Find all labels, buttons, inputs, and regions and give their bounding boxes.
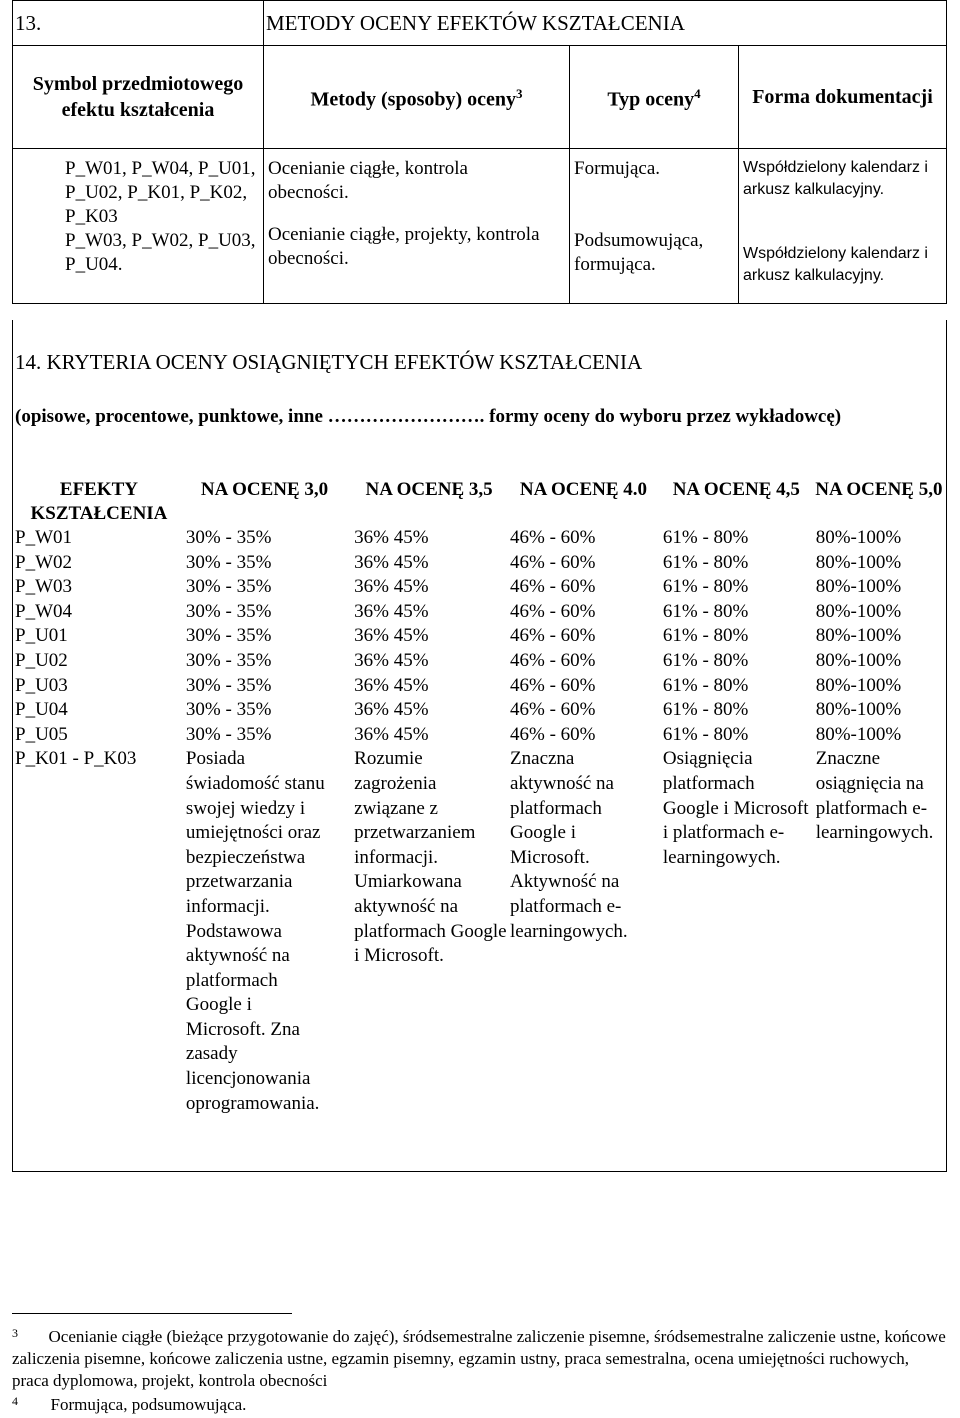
criteria-row xyxy=(15,551,945,576)
criteria-range: 61% - 80% xyxy=(662,551,749,573)
criteria-row xyxy=(15,723,945,748)
criteria-range: 80%-100% xyxy=(815,699,902,721)
criteria-range: 36% 45% xyxy=(354,551,429,573)
criteria-range: 30% - 35% xyxy=(185,600,272,622)
k-criteria-row xyxy=(15,747,945,1116)
k-grade-4-0: Znaczna aktywność na platformach Google i Microsoft. Aktywność na platformach e-learningowych. xyxy=(510,748,628,942)
footnote-3 xyxy=(12,1326,947,1392)
footnote-4-text: Formująca, podsumowująca. xyxy=(50,1395,247,1414)
criteria-range: 36% 45% xyxy=(354,625,429,647)
footnote-4 xyxy=(12,1394,246,1416)
grading-criteria-table xyxy=(15,478,945,1116)
criteria-range: 80%-100% xyxy=(815,576,902,598)
criteria-range: 36% 45% xyxy=(354,674,429,696)
criteria-range: 30% - 35% xyxy=(185,551,272,573)
header-methods: Metody (sposoby) oceny$^3$ xyxy=(264,46,570,149)
criteria-range: 80%-100% xyxy=(815,527,902,548)
criteria-range: 61% - 80% xyxy=(662,576,749,598)
criteria-range: 80%-100% xyxy=(815,600,902,622)
criteria-range: 80%-100% xyxy=(815,625,902,647)
type-row-1: Formująca. xyxy=(574,158,661,179)
grading-criteria-section xyxy=(12,320,947,1172)
footnote-3-text: Ocenianie ciągłe (bieżące przygotowanie do zajęć), śródsemestralne zaliczenie pisemne, śródsemestralne zaliczenie ustne, końcowe zaliczenia pisemne, końcowe zaliczenia ustne, egzamin pisemny, egzamin ustny, praca semestralna, ocena umiejętności ruchowych, praca dyplomowa, projekt, kontrola obecności xyxy=(12,1327,946,1390)
criteria-range: 80%-100% xyxy=(815,649,902,671)
criteria-range: 36% 45% xyxy=(354,723,429,745)
criteria-effect-label: P_W03 xyxy=(15,576,72,598)
criteria-effect-label: P_U05 xyxy=(15,723,68,745)
k-effect-label: P_K01 - P_K03 xyxy=(15,748,137,770)
symbol-row-1: P_W01, P_W04, P_U01, P_U02, P_K01, P_K02, P_K03 xyxy=(65,158,256,227)
criteria-range: 80%-100% xyxy=(815,551,902,573)
criteria-row xyxy=(15,698,945,723)
criteria-range: 30% - 35% xyxy=(185,625,272,647)
criteria-range: 46% - 60% xyxy=(510,576,596,598)
criteria-range: 36% 45% xyxy=(354,600,429,622)
criteria-range: 61% - 80% xyxy=(662,699,749,721)
criteria-range: 30% - 35% xyxy=(185,674,272,696)
section14-title: 14. KRYTERIA OCENY OSIĄGNIĘTYCH EFEKTÓW KSZTAŁCENIA xyxy=(15,350,643,374)
criteria-range: 36% 45% xyxy=(354,649,429,671)
header-grade-3-5: NA OCENĘ 3,5 xyxy=(365,479,493,500)
header-symbol: Symbol przedmiotowego efektu kształcenia xyxy=(13,46,264,149)
k-grade-5-0: Znaczne osiągnięcia na platformach e-learningowych. xyxy=(815,748,934,844)
method-cell xyxy=(264,149,570,304)
criteria-range: 46% - 60% xyxy=(510,723,596,745)
criteria-range: 61% - 80% xyxy=(662,600,749,622)
criteria-range: 46% - 60% xyxy=(510,527,596,548)
criteria-range: 46% - 60% xyxy=(510,625,596,647)
criteria-effect-label: P_U04 xyxy=(15,699,68,721)
symbol-row-2: P_W03, P_W02, P_U03, P_U04. xyxy=(65,230,256,275)
criteria-range: 61% - 80% xyxy=(662,649,749,671)
header-type: Typ oceny$^4$ xyxy=(570,46,739,149)
criteria-range: 36% 45% xyxy=(354,699,429,721)
type-cell xyxy=(570,149,739,304)
criteria-range: 46% - 60% xyxy=(510,649,596,671)
criteria-range: 80%-100% xyxy=(815,723,902,745)
criteria-range: 36% 45% xyxy=(354,527,429,548)
criteria-effect-label: P_W04 xyxy=(15,600,72,622)
criteria-range: 46% - 60% xyxy=(510,699,596,721)
criteria-effect-label: P_U02 xyxy=(15,649,68,671)
section14-description: (opisowe, procentowe, punktowe, inne ……………………. formy oceny do wyboru przez wykładowcę) xyxy=(15,406,842,427)
header-grade-4-0: NA OCENĘ 4.0 xyxy=(519,479,648,500)
criteria-range: 61% - 80% xyxy=(662,625,749,647)
criteria-range: 61% - 80% xyxy=(662,527,749,548)
criteria-effect-label: P_W02 xyxy=(15,551,72,573)
section13-header-row xyxy=(13,1,947,46)
header-form: Forma dokumentacji xyxy=(739,46,947,149)
criteria-effect-label: P_W01 xyxy=(15,527,72,548)
form-row-1: Współdzielony kalendarz i arkusz kalkulacyjny. xyxy=(743,159,928,198)
section13-column-headers xyxy=(13,46,947,149)
method-row-1: Ocenianie ciągłe, kontrola obecności. xyxy=(268,158,468,203)
assessment-methods-table xyxy=(12,0,947,304)
criteria-range: 80%-100% xyxy=(815,674,902,696)
criteria-row xyxy=(15,649,945,674)
symbol-cell xyxy=(13,149,264,304)
form-cell xyxy=(739,149,947,304)
k-grade-4-5: Osiągnięcia platformach Google i Microsoft i platformach e-learningowych. xyxy=(662,748,809,868)
criteria-row xyxy=(15,674,945,699)
criteria-range: 46% - 60% xyxy=(510,674,596,696)
footnote-3-number: 3 xyxy=(12,1326,18,1340)
footnote-4-number: 4 xyxy=(12,1394,18,1408)
criteria-range: 46% - 60% xyxy=(510,600,596,622)
criteria-range: 61% - 80% xyxy=(662,674,749,696)
header-grade-3-0: NA OCENĘ 3,0 xyxy=(200,479,329,500)
k-grade-3-5: Rozumie zagrożenia związane z przetwarzaniem informacji. Umiarkowana aktywność na platformach Google i Microsoft. xyxy=(354,748,507,967)
criteria-range: 30% - 35% xyxy=(185,576,272,598)
header-grade-4-5: NA OCENĘ 4,5 xyxy=(672,479,800,500)
criteria-row xyxy=(15,600,945,625)
criteria-row xyxy=(15,624,945,649)
criteria-range: 61% - 80% xyxy=(662,723,749,745)
section13-body xyxy=(13,149,947,304)
criteria-range: 46% - 60% xyxy=(510,551,596,573)
criteria-range: 30% - 35% xyxy=(185,699,272,721)
criteria-effect-label: P_U01 xyxy=(15,625,68,647)
method-row-2: Ocenianie ciągłe, projekty, kontrola obecności. xyxy=(268,224,540,269)
header-effects: EFEKTY KSZTAŁCENIA xyxy=(30,479,168,524)
form-row-2: Współdzielony kalendarz i arkusz kalkulacyjny. xyxy=(743,245,928,284)
criteria-range: 30% - 35% xyxy=(185,649,272,671)
footnote-divider xyxy=(12,1313,292,1314)
criteria-range: 30% - 35% xyxy=(185,527,272,548)
criteria-header-row xyxy=(15,478,945,526)
section13-number: 13. xyxy=(13,1,264,46)
header-grade-5-0: NA OCENĘ 5,0 xyxy=(815,479,943,500)
criteria-range: 30% - 35% xyxy=(185,723,272,745)
criteria-row xyxy=(15,526,945,551)
k-grade-3-0: Posiada świadomość stanu swojej wiedzy i umiejętności oraz bezpieczeństwa przetwarzania informacji. Podstawowa aktywność na platformach Google i Microsoft. Zna zasady licencjonowania oprogramowania. xyxy=(185,748,325,1114)
criteria-rows xyxy=(15,526,945,747)
criteria-effect-label: P_U03 xyxy=(15,674,68,696)
criteria-row xyxy=(15,575,945,600)
section13-title: METODY OCENY EFEKTÓW KSZTAŁCENIA xyxy=(264,1,947,46)
criteria-range: 36% 45% xyxy=(354,576,429,598)
type-row-2: Podsumowująca, formująca. xyxy=(574,230,704,275)
